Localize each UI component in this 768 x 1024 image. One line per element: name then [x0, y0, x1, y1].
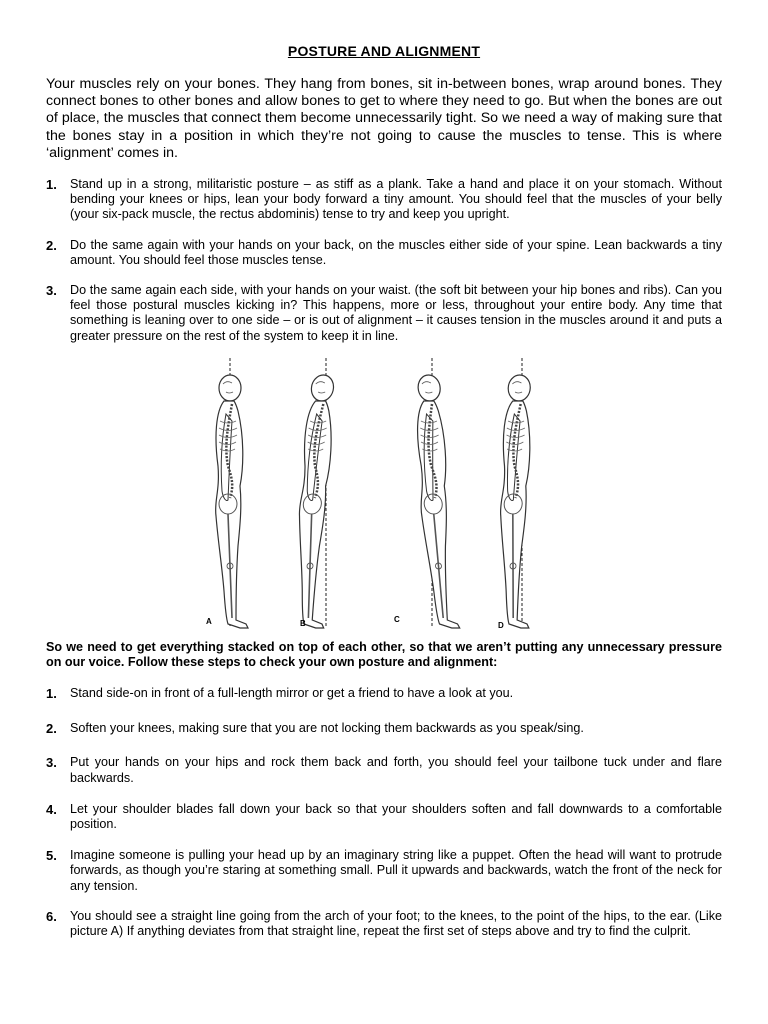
list-item-text: Soften your knees, making sure that you are not locking them backwards as you speak/sing. [70, 721, 584, 736]
list-number: 5. [46, 848, 57, 864]
list-number: 4. [46, 801, 57, 817]
experiment-steps-list [46, 177, 722, 359]
list-number: 3. [46, 755, 57, 771]
list-item [46, 721, 722, 736]
figure-label-b: B [300, 619, 306, 628]
list-item [46, 686, 722, 701]
figure-b [291, 358, 341, 628]
figure-d [496, 358, 537, 630]
list-item-text: Imagine someone is pulling your head up by an imaginary string like a puppet. Often the head will want to protrude forwards, as though you’re staring at something small. Pull it upwards and backwards, watch the front of the neck for any tension. [70, 848, 722, 893]
list-item-text: Do the same again with your hands on your back, on the muscles either side of your spine. Lean backwards a tiny amount. You should feel those muscles tense. [70, 237, 722, 267]
list-item-text: Stand up in a strong, militaristic posture – as stiff as a plank. Take a hand and place it on your stomach. Without bending your knees or hips, lean your body forward a tiny amount. You should feel that the muscles of your belly (your six-pack muscle, the rectus abdominis) tense to try and keep you upright. [70, 177, 722, 222]
list-item [46, 755, 722, 785]
list-item-text: Stand side-on in front of a full-length mirror or get a friend to have a look at you. [70, 686, 514, 700]
list-number: 2. [46, 237, 57, 253]
list-number: 1. [46, 177, 57, 192]
list-number: 3. [46, 283, 57, 299]
posture-figure [196, 358, 566, 634]
figure-label-a: A [206, 617, 212, 626]
list-item [46, 802, 722, 832]
figure-a [206, 358, 248, 628]
alignment-steps-list [46, 686, 722, 939]
figure-label-c: C [394, 615, 400, 624]
list-item [46, 177, 722, 223]
intro-paragraph: Your muscles rely on your bones. They hang from bones, sit in-between bones, wrap around bones. They connect bones to other bones and allow bones to get to where they need to go. But when the bones are out of place, the muscles that connect them become unnecessarily tight. So we need a way of making sure that the bones stay in a position in which they’re not going to cause the muscles to tense. This is where ‘alignment’ comes in. [46, 76, 722, 161]
page-title: POSTURE AND ALIGNMENT [287, 43, 481, 59]
list-item-text: Put your hands on your hips and rock them back and forth, you should feel your tailbone tuck under and flare backwards. [70, 755, 722, 785]
list-item [46, 238, 722, 268]
instructions-intro: So we need to get everything stacked on top of each other, so that we aren’t putting any unnecessary pressure on our voice. Follow these steps to check your own posture and alignment: [46, 640, 722, 670]
list-number: 2. [46, 721, 57, 737]
list-number: 6. [46, 908, 57, 924]
list-item [46, 283, 722, 344]
list-item-text: Let your shoulder blades fall down your back so that your shoulders soften and fall downwards to a comfortable position. [70, 801, 722, 832]
list-item [46, 909, 722, 939]
figure-label-d: D [498, 621, 504, 630]
figure-c [394, 358, 460, 628]
list-item [46, 848, 722, 894]
list-item-text: You should see a straight line going from the arch of your foot; to the knees, to the point of the hips, to the ear. (Like picture A) If anything deviates from that straight line, repeat the first set of steps above and try to find the culprit. [70, 908, 722, 939]
list-number: 1. [46, 686, 57, 701]
list-item-text: Do the same again each side, with your hands on your waist. (the soft bit between your hip bones and ribs). Can you feel those postural muscles kicking in? This happens, more or less, throughout your entire body. Any time that something is leaning over to one side – or is out of alignment – it causes tension in the muscles around it and puts a greater pressure on the rest of the system to keep it in line. [70, 283, 722, 343]
